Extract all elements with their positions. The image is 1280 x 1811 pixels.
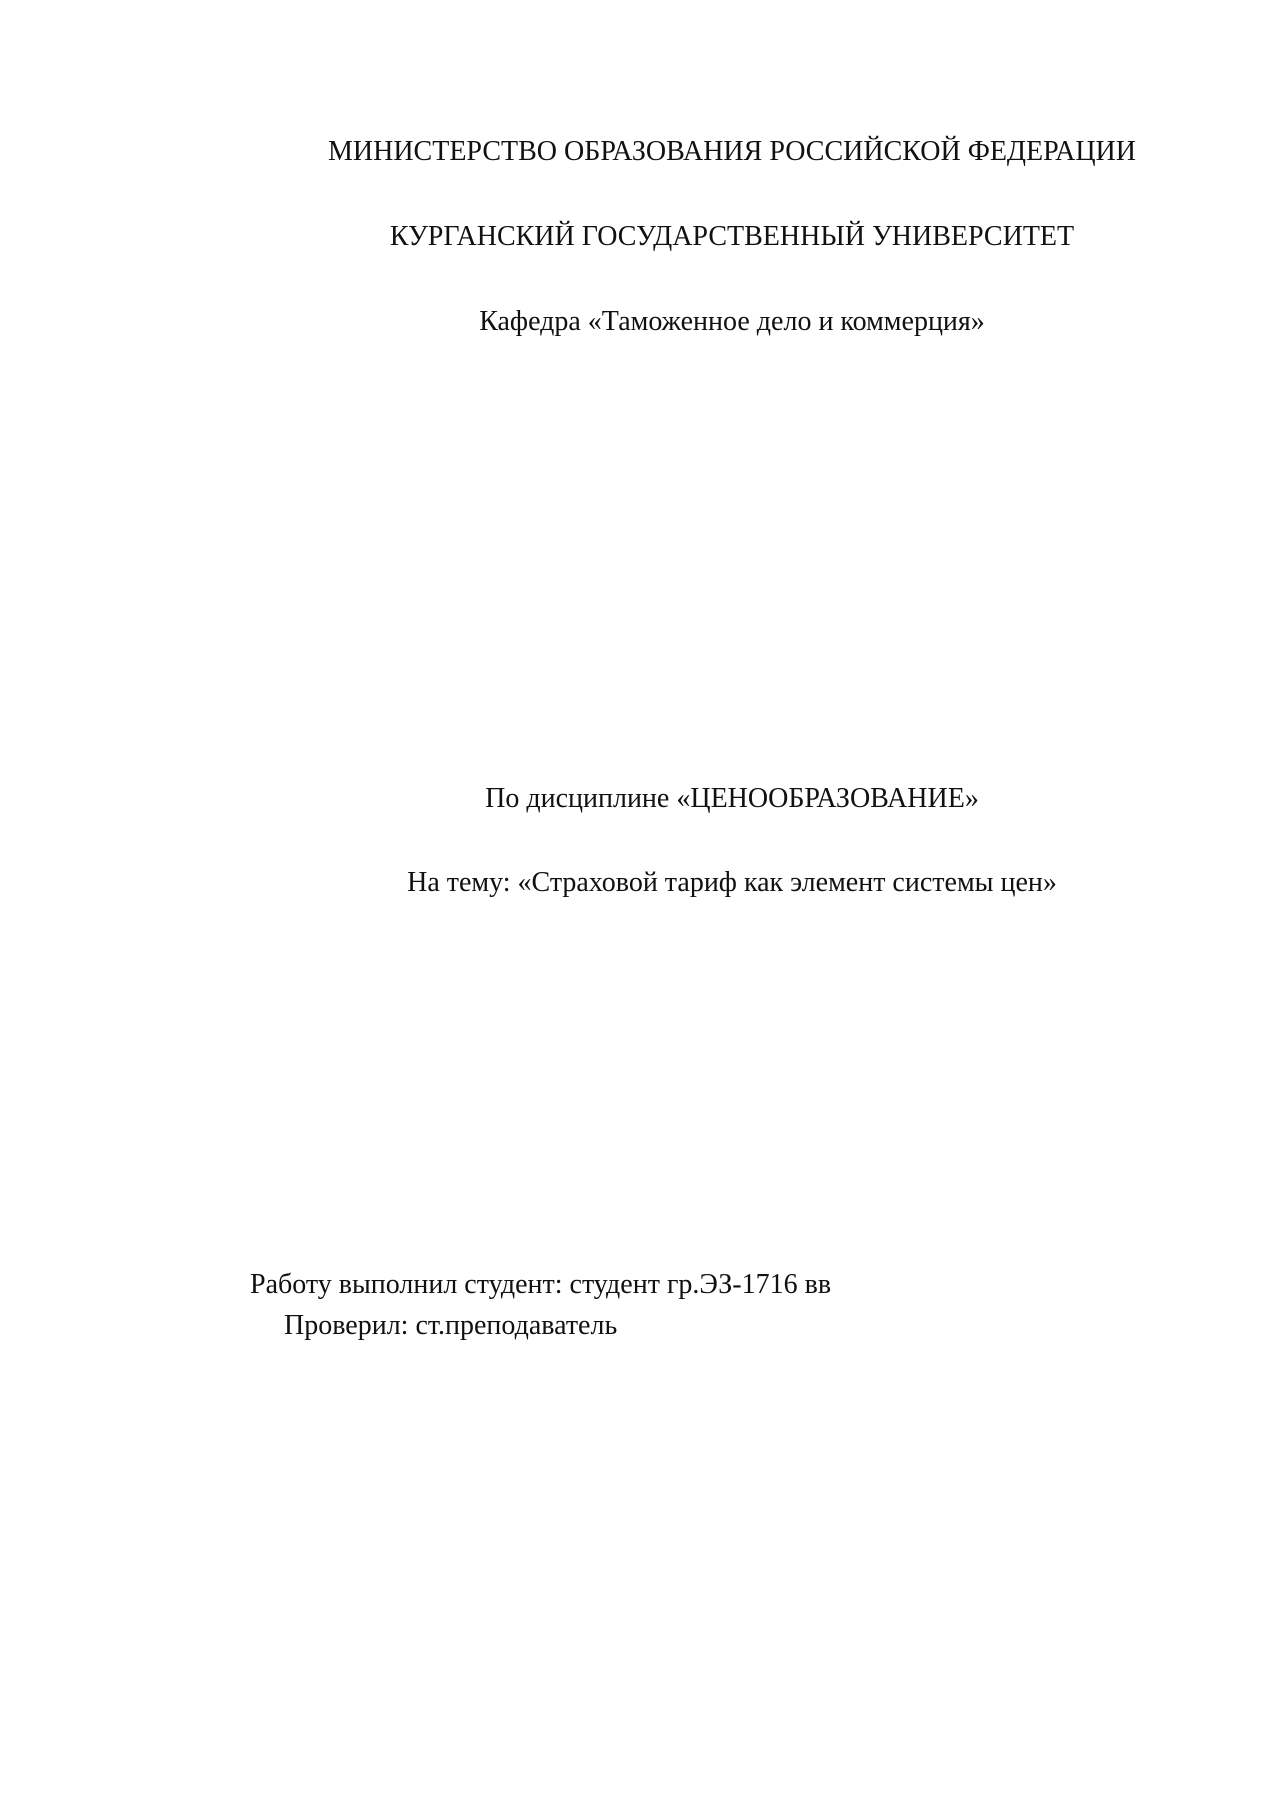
department-heading: Кафедра «Таможенное дело и коммерция» [479, 306, 985, 337]
topic-line: На тему: «Страховой тариф как элемент системы цен» [407, 867, 1057, 898]
discipline-line: По дисциплине «ЦЕНООБРАЗОВАНИЕ» [485, 783, 979, 814]
author-line: Работу выполнил студент: студент гр.ЭЗ-1716 вв [250, 1269, 832, 1300]
university-heading: КУРГАНСКИЙ ГОСУДАРСТВЕННЫЙ УНИВЕРСИТЕТ [389, 221, 1075, 252]
ministry-heading: МИНИСТЕРСТВО ОБРАЗОВАНИЯ РОССИЙСКОЙ ФЕДЕРАЦИИ [327, 136, 1136, 167]
reviewer-line: Проверил: ст.преподаватель [284, 1310, 618, 1341]
